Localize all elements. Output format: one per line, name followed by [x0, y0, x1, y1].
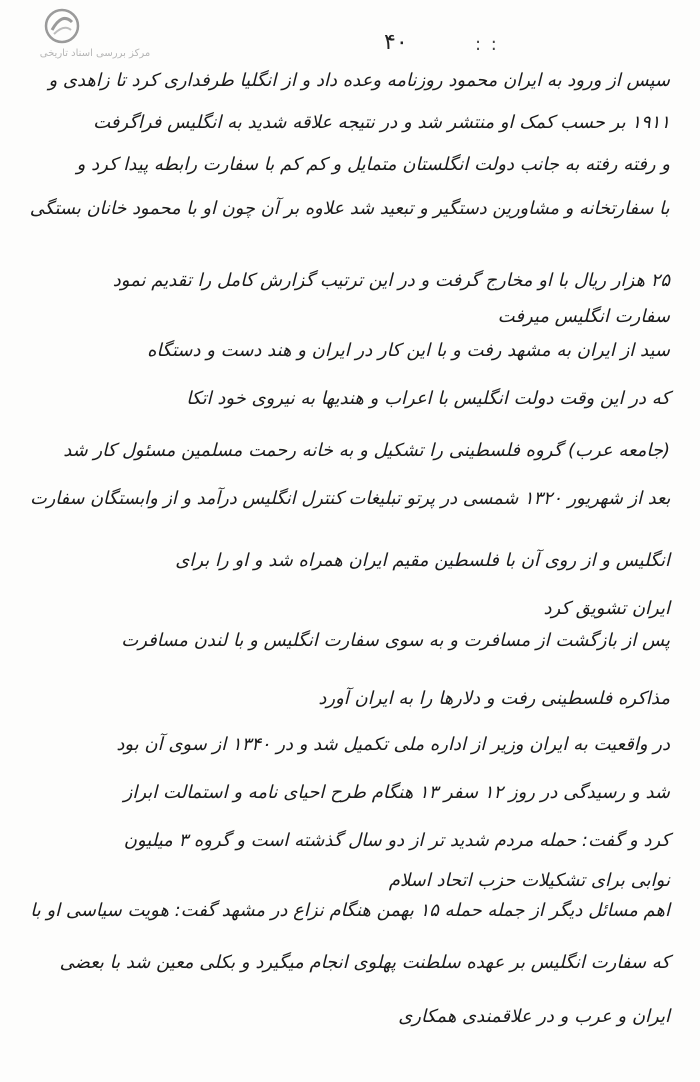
manuscript-line: سید از ایران به مشهد رفت و با این کار در ایران و هند دست و دستگاه — [147, 340, 670, 361]
manuscript-line: و رفته رفته به جانب دولت انگلستان متمایل و کم کم با سفارت رابطه پیدا کرد و — [76, 154, 670, 175]
header-marks: : : — [475, 34, 499, 55]
manuscript-line: با سفارتخانه و مشاورین دستگیر و تبعید شد علاوه بر آن چون او با محمود خانان بستگی — [30, 198, 670, 219]
page-number: ۴۰ — [384, 30, 408, 55]
manuscript-line: انگلیس و از روی آن با فلسطین مقیم ایران همراه شد و او را برای — [175, 550, 670, 571]
manuscript-line: پس از بازگشت از مسافرت و به سوی سفارت انگلیس و با لندن مسافرت — [121, 630, 670, 651]
manuscript-line: که سفارت انگلیس بر عهده سلطنت پهلوی انجام میگیرد و بکلی معین شد با بعضی — [59, 952, 670, 973]
watermark-text: مرکز بررسی اسناد تاریخی — [39, 48, 151, 59]
manuscript-line: سپس از ورود به ایران محمود روزنامه وعده داد و از انگلیا طرفداری کرد تا زاهدی و — [48, 70, 670, 91]
manuscript-line: بعد از شهریور ۱۳۲۰ شمسی در پرتو تبلیغات کنترل انگلیس درآمد و از وابستگان سفارت — [29, 488, 670, 509]
manuscript-line: ایران تشویق کرد — [543, 598, 670, 619]
manuscript-line: اهم مسائل دیگر از جمله حمله ۱۵ بهمن هنگام نزاع در مشهد گفت: هویت سیاسی او با — [30, 900, 670, 921]
manuscript-line: مذاکره فلسطینی رفت و دلارها را به ایران آورد — [318, 688, 670, 709]
manuscript-line: ۱۹۱۱ بر حسب کمک او منتشر شد و در نتیجه علاقه شدید به انگلیس فراگرفت — [93, 112, 670, 133]
manuscript-line: شد و رسیدگی در روز ۱۲ سفر ۱۳ هنگام طرح احیای نامه و استمالت ابراز — [123, 782, 670, 803]
manuscript-line: در واقعیت به ایران وزیر از اداره ملی تکمیل شد و در ۱۳۴۰ از سوی آن بود — [116, 734, 670, 755]
manuscript-line: که در این وقت دولت انگلیس با اعراب و هندیها به نیروی خود اتکا — [186, 388, 670, 409]
manuscript-line: کرد و گفت: حمله مردم شدید تر از دو سال گذشته است و گروه ۳ میلیون — [123, 830, 670, 851]
manuscript-line: ۲۵ هزار ریال با او مخارج گرفت و در این ترتیب گزارش کامل را تقدیم نمود — [112, 270, 670, 291]
manuscript-line: (جامعه عرب) گروه فلسطینی را تشکیل و به خانه رحمت مسلمین مسئول کار شد — [63, 440, 670, 461]
manuscript-line: نوابی برای تشکیلات حزب اتحاد اسلام — [388, 870, 670, 891]
manuscript-line: ایران و عرب و در علاقمندی همکاری — [398, 1006, 670, 1027]
manuscript-line: سفارت انگلیس میرفت — [497, 306, 670, 327]
